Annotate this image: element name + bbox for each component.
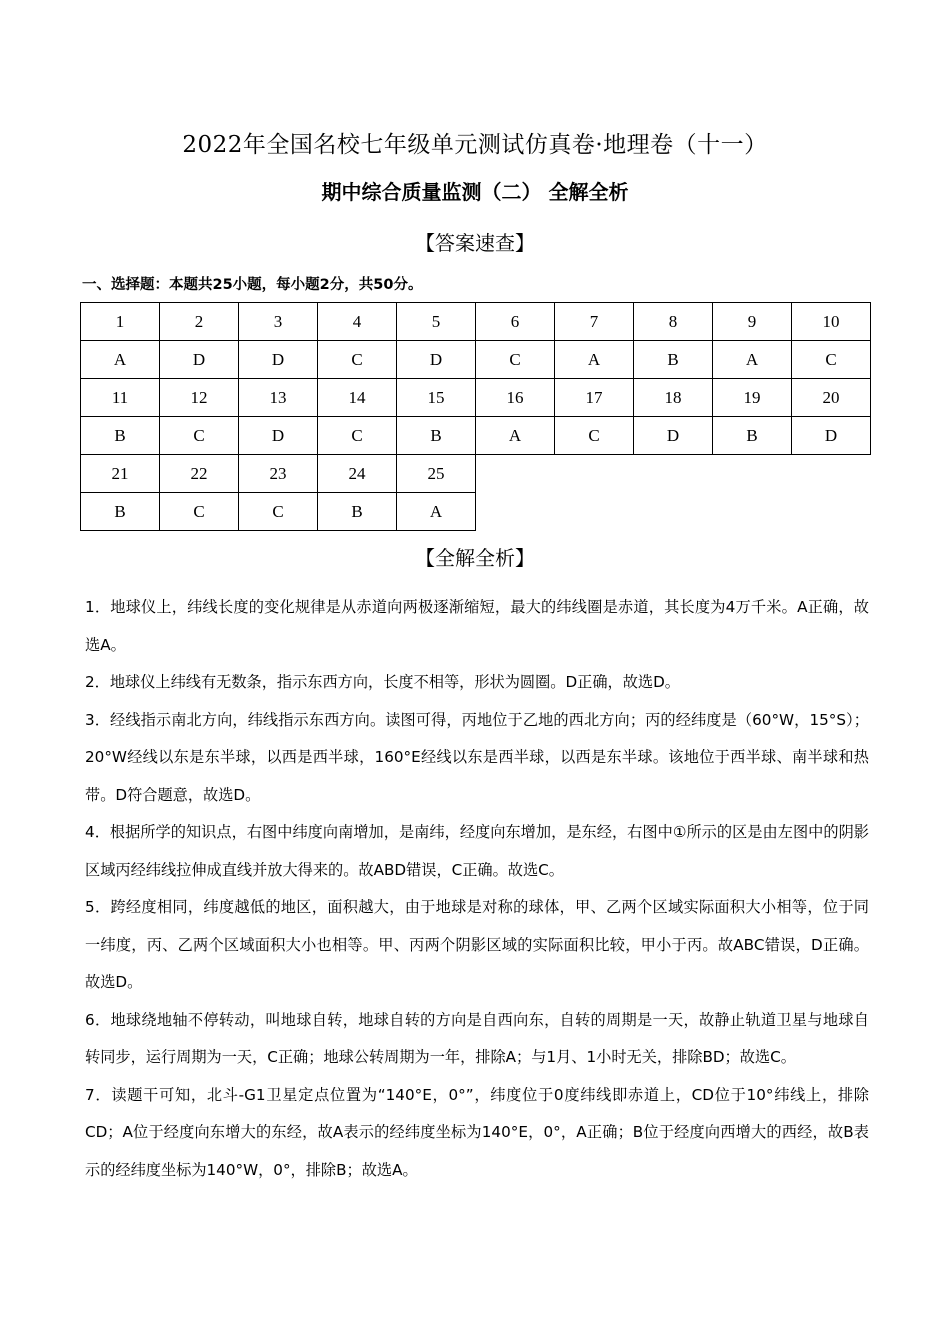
answer-cell: D	[239, 341, 318, 379]
empty-cell	[476, 455, 555, 493]
question-number-cell: 24	[318, 455, 397, 493]
answer-row	[81, 341, 871, 379]
answer-cell: D	[792, 417, 871, 455]
analysis-paragraph: 3．经线指示南北方向，纬线指示东西方向。读图可得，丙地位于乙地的西北方向；丙的经纬度是（60°W，15°S）；20°W经线以东是东半球，以西是西半球，160°E经线以东是西半球，以西是东半球。该地位于西半球、南半球和热带。D符合题意，故选D。	[85, 710, 869, 804]
question-number-cell: 17	[555, 379, 634, 417]
analysis-paragraph: 1．地球仪上，纬线长度的变化规律是从赤道向两极逐渐缩短，最大的纬线圈是赤道，其长度为4万千米。A正确，故选A。	[85, 598, 869, 654]
answer-cell: A	[555, 341, 634, 379]
empty-cell	[792, 455, 871, 493]
analysis-paragraph: 7．读题干可知，北斗-G1卫星定点位置为“140°E，0°”，纬度位于0度纬线即赤道上，CD位于10°纬线上，排除CD；A位于经度向东增大的东经，故A表示的经纬度坐标为140°E，0°，A正确；B位于经度向西增大的西经，故B表示的经纬度坐标为140°W，0°，排除B；故选A。	[85, 1085, 869, 1179]
answer-cell: C	[160, 417, 239, 455]
question-number-cell: 13	[239, 379, 318, 417]
answer-row	[81, 493, 871, 531]
answer-heading: 【答案速查】	[415, 231, 535, 255]
answer-cell: D	[160, 341, 239, 379]
document-subtitle: 期中综合质量监测（二） 全解全析	[321, 180, 629, 204]
answer-cell: C	[476, 341, 555, 379]
analysis-paragraph: 5．跨经度相同，纬度越低的地区，面积越大，由于地球是对称的球体，甲、乙两个区域实际面积大小相等，位于同一纬度，丙、乙两个区域面积大小也相等。甲、丙两个阴影区域的实际面积比较，甲小于丙。故ABC错误，D正确。故选D。	[85, 898, 869, 991]
answer-cell: D	[239, 417, 318, 455]
question-number-cell: 25	[397, 455, 476, 493]
answer-cell: B	[81, 417, 160, 455]
empty-cell	[476, 493, 555, 531]
question-number-cell: 2	[160, 303, 239, 341]
answer-table	[80, 302, 871, 531]
answer-cell: B	[397, 417, 476, 455]
answer-cell: C	[555, 417, 634, 455]
answer-cell: C	[318, 341, 397, 379]
empty-cell	[713, 455, 792, 493]
question-number-cell: 9	[713, 303, 792, 341]
question-number-cell: 19	[713, 379, 792, 417]
question-number-cell: 4	[318, 303, 397, 341]
answer-cell: C	[160, 493, 239, 531]
question-number-cell: 7	[555, 303, 634, 341]
analysis-text	[85, 589, 869, 1189]
empty-cell	[555, 493, 634, 531]
answer-cell: B	[713, 417, 792, 455]
analysis-paragraph: 6．地球绕地轴不停转动，叫地球自转，地球自转的方向是自西向东，自转的周期是一天，故静止轨道卫星与地球自转同步，运行周期为一天，C正确；地球公转周期为一年，排除A；与1月、1小时无关，排除BD；故选C。	[85, 1010, 869, 1066]
empty-cell	[792, 493, 871, 531]
question-number-cell: 15	[397, 379, 476, 417]
question-number-cell: 22	[160, 455, 239, 493]
empty-cell	[555, 455, 634, 493]
answer-cell: A	[397, 493, 476, 531]
answer-cell: D	[634, 417, 713, 455]
answer-cell: B	[634, 341, 713, 379]
empty-cell	[713, 493, 792, 531]
analysis-paragraph: 4．根据所学的知识点，右图中纬度向南增加，是南纬，经度向东增加，是东经，右图中①所示的区是由左图中的阴影区域丙经纬线拉伸成直线并放大得来的。故ABD错误，C正确。故选C。	[85, 823, 869, 879]
question-number-row	[81, 455, 871, 493]
question-number-cell: 8	[634, 303, 713, 341]
question-number-cell: 3	[239, 303, 318, 341]
analysis-paragraph: 2．地球仪上纬线有无数条，指示东西方向，长度不相等，形状为圆圈。D正确，故选D。	[85, 673, 680, 691]
document-title: 2022年全国名校七年级单元测试仿真卷·地理卷（十一）	[182, 132, 768, 158]
answer-cell: C	[239, 493, 318, 531]
question-heading: 一、选择题：本题共25小题，每小题2分，共50分。	[82, 277, 423, 293]
empty-cell	[634, 455, 713, 493]
empty-cell	[634, 493, 713, 531]
question-number-cell: 12	[160, 379, 239, 417]
question-number-cell: 6	[476, 303, 555, 341]
answer-cell: C	[792, 341, 871, 379]
question-number-cell: 1	[81, 303, 160, 341]
question-number-cell: 14	[318, 379, 397, 417]
answer-cell: A	[476, 417, 555, 455]
answer-cell: B	[81, 493, 160, 531]
answer-cell: D	[397, 341, 476, 379]
question-number-cell: 18	[634, 379, 713, 417]
question-number-cell: 21	[81, 455, 160, 493]
question-number-row	[81, 379, 871, 417]
answer-row	[81, 417, 871, 455]
answer-cell: B	[318, 493, 397, 531]
question-number-cell: 5	[397, 303, 476, 341]
question-number-cell: 23	[239, 455, 318, 493]
question-number-cell: 20	[792, 379, 871, 417]
analysis-heading: 【全解全析】	[415, 546, 535, 570]
answer-cell: A	[713, 341, 792, 379]
question-number-cell: 11	[81, 379, 160, 417]
answer-cell: A	[81, 341, 160, 379]
question-number-cell: 16	[476, 379, 555, 417]
answer-cell: C	[318, 417, 397, 455]
question-number-row	[81, 303, 871, 341]
question-number-cell: 10	[792, 303, 871, 341]
